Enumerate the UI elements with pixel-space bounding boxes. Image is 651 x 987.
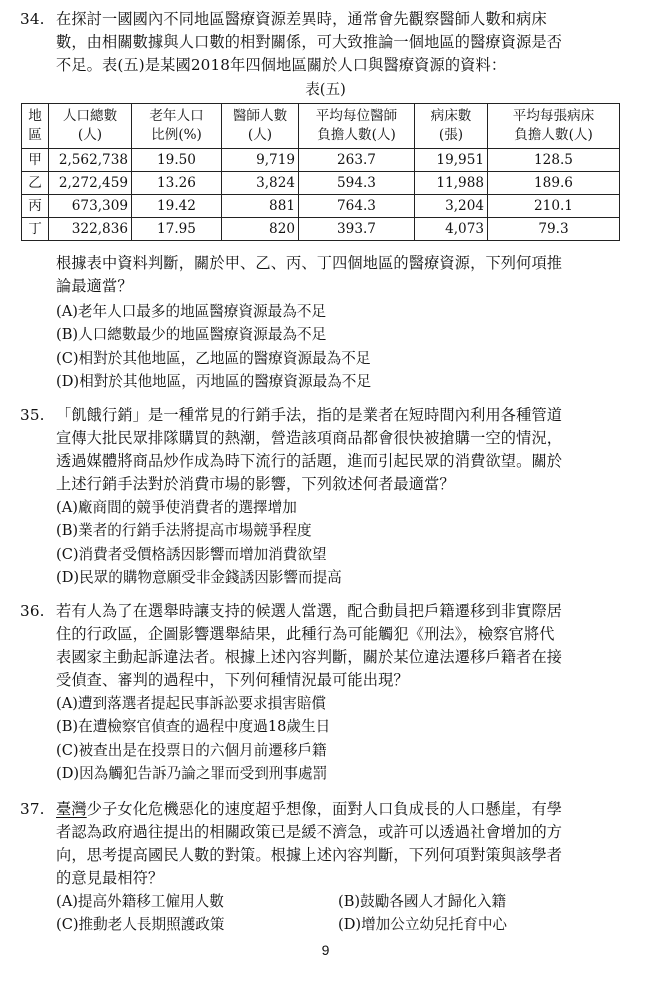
q34-stem-line-2: 論最適當？ bbox=[56, 277, 133, 295]
table-cell: 820 bbox=[222, 218, 299, 241]
table-cell: 3,824 bbox=[222, 172, 299, 195]
table-cell: 11,988 bbox=[415, 172, 488, 195]
q36-line-1: 36. 若有人為了在選舉時讓支持的候選人當選，配合動員把戶籍遷移到非實際居 bbox=[20, 600, 630, 623]
q36-option-b[interactable]: (B)在遭檢察官偵查的過程中度過18歲生日 bbox=[56, 718, 331, 736]
q34-line-2: 數，由相關數據與人口數的相對關係，可大致推論一個地區的醫療資源是否 bbox=[56, 33, 563, 51]
q35-line-2: 宣傳大批民眾排隊購買的熱潮，營造該項商品都會很快被搶購一空的情況， bbox=[56, 429, 563, 447]
q37-options-row-1 bbox=[20, 890, 630, 913]
table-caption: 表(五) bbox=[305, 81, 346, 98]
table-row bbox=[22, 195, 620, 218]
table-header-cell: 病床數 (張) bbox=[415, 104, 488, 149]
q37-line-4: 的意見最相符？ bbox=[56, 869, 164, 887]
table-cell: 2,272,459 bbox=[49, 172, 132, 195]
table-cell: 594.3 bbox=[299, 172, 415, 195]
table-region-cell: 乙 bbox=[22, 172, 49, 195]
q34-option-b[interactable]: (B)人口總數最少的地區醫療資源最為不足 bbox=[56, 326, 327, 344]
table-region-cell: 丁 bbox=[22, 218, 49, 241]
q37-options-row-2 bbox=[20, 913, 630, 936]
taiwan-underlined: 臺灣 bbox=[56, 800, 87, 818]
table-cell: 322,836 bbox=[49, 218, 132, 241]
medical-resources-table bbox=[21, 103, 620, 241]
table-cell: 4,073 bbox=[415, 218, 488, 241]
q35-option-c[interactable]: (C)消費者受價格誘因影響而增加消費欲望 bbox=[56, 545, 327, 563]
q34-line-1: 34. 在探討一國國內不同地區醫療資源差異時，通常會先觀察醫師人數和病床 bbox=[20, 8, 630, 31]
question-34 bbox=[20, 8, 630, 77]
question-36 bbox=[20, 600, 630, 786]
q35-line-3: 透過媒體將商品炒作成為時下流行的話題，進而引起民眾的消費欲望。關於 bbox=[56, 452, 563, 470]
q35-line-1: 35. 「飢餓行銷」是一種常見的行銷手法，指的是業者在短時間內利用各種管道 bbox=[20, 404, 630, 427]
table-cell: 9,719 bbox=[222, 149, 299, 172]
table-cell: 189.6 bbox=[488, 172, 620, 195]
q35-line-4: 上述行銷手法對於消費市場的影響，下列敘述何者最適當？ bbox=[56, 475, 455, 493]
table-header-cell: 平均每位醫師 負擔人數(人) bbox=[299, 104, 415, 149]
q36-option-d[interactable]: (D)因為觸犯告訴乃論之罪而受到刑事處罰 bbox=[56, 765, 328, 783]
q34-number: 34. bbox=[20, 10, 45, 28]
table-cell: 79.3 bbox=[488, 218, 620, 241]
q37-line-3: 向，思考提高國民人數的對策。根據上述內容判斷，下列何項對策與該學者 bbox=[56, 846, 563, 864]
table-cell: 263.7 bbox=[299, 149, 415, 172]
table-header-cell: 人口總數 (人) bbox=[49, 104, 132, 149]
q37-option-d[interactable]: (D)增加公立幼兒托育中心 bbox=[338, 916, 508, 934]
q36-option-a[interactable]: (A)遭到落選者提起民事訴訟要求損害賠償 bbox=[56, 695, 327, 712]
q34-option-c[interactable]: (C)相對於其他地區，乙地區的醫療資源最為不足 bbox=[56, 349, 371, 367]
table-cell: 673,309 bbox=[49, 195, 132, 218]
q36-line-2: 住的行政區，企圖影響選舉結果，此種行為可能觸犯《刑法》，檢察官將代 bbox=[56, 625, 555, 643]
table-header-cell: 地 區 bbox=[22, 104, 49, 149]
q37-option-c[interactable]: (C)推動老人長期照護政策 bbox=[56, 916, 225, 934]
q36-line-4: 受偵查、審判的過程中，下列何種情況最可能出現？ bbox=[56, 671, 409, 689]
q34-stem bbox=[20, 252, 630, 394]
question-37 bbox=[20, 798, 630, 937]
q35-option-b[interactable]: (B)業者的行銷手法將提高市場競爭程度 bbox=[56, 522, 312, 540]
q34-stem-line-1: 根據表中資料判斷，關於甲、乙、丙、丁四個地區的醫療資源，下列何項推 bbox=[56, 254, 563, 272]
table-header-cell: 老年人口 比例(%) bbox=[132, 104, 222, 149]
q37-option-b[interactable]: (B)鼓勵各國人才歸化入籍 bbox=[338, 893, 507, 910]
table-region-cell: 甲 bbox=[22, 149, 49, 172]
page-number: 9 bbox=[321, 942, 330, 958]
table-cell: 19.42 bbox=[132, 195, 222, 218]
table-header-row bbox=[22, 104, 620, 149]
q34-line-3: 不足。表(五)是某國2018年四個地區關於人口與醫療資源的資料： bbox=[56, 56, 507, 74]
q36-number: 36. bbox=[20, 602, 45, 620]
table-region-cell: 丙 bbox=[22, 195, 49, 218]
q36-line-3: 表國家主動起訴違法者。根據上述內容判斷，關於某位違法遷移戶籍者在接 bbox=[56, 648, 563, 666]
q37-option-a[interactable]: (A)提高外籍移工僱用人數 bbox=[56, 893, 224, 910]
table-cell: 17.95 bbox=[132, 218, 222, 241]
table-cell: 393.7 bbox=[299, 218, 415, 241]
q35-option-d[interactable]: (D)民眾的購物意願受非金錢誘因影響而提高 bbox=[56, 569, 342, 587]
table-cell: 210.1 bbox=[488, 195, 620, 218]
q36-option-c[interactable]: (C)被查出是在投票日的六個月前遷移戶籍 bbox=[56, 741, 327, 759]
table-cell: 19.50 bbox=[132, 149, 222, 172]
q34-option-d[interactable]: (D)相對於其他地區，丙地區的醫療資源最為不足 bbox=[56, 373, 371, 391]
q34-option-a[interactable]: (A)老年人口最多的地區醫療資源最為不足 bbox=[56, 303, 327, 320]
table-cell: 764.3 bbox=[299, 195, 415, 218]
table-header-cell: 醫師人數 (人) bbox=[222, 104, 299, 149]
table-cell: 3,204 bbox=[415, 195, 488, 218]
table-cell: 881 bbox=[222, 195, 299, 218]
q37-line-1: 37. 臺灣少子女化危機惡化的速度超乎想像，面對人口負成長的人口懸崖，有學 bbox=[20, 798, 630, 821]
table-row bbox=[22, 172, 620, 195]
q35-number: 35. bbox=[20, 406, 45, 424]
question-35 bbox=[20, 404, 630, 590]
q37-number: 37. bbox=[20, 800, 45, 818]
q37-line-2: 者認為政府過往提出的相關政策已是緩不濟急，或許可以透過社會增加的方 bbox=[56, 823, 563, 841]
q35-option-a[interactable]: (A)廠商間的競爭使消費者的選擇增加 bbox=[56, 499, 297, 516]
table-header-cell: 平均每張病床 負擔人數(人) bbox=[488, 104, 620, 149]
table-cell: 19,951 bbox=[415, 149, 488, 172]
table-row bbox=[22, 218, 620, 241]
table-cell: 13.26 bbox=[132, 172, 222, 195]
table-row bbox=[22, 149, 620, 172]
table-cell: 128.5 bbox=[488, 149, 620, 172]
table-cell: 2,562,738 bbox=[49, 149, 132, 172]
